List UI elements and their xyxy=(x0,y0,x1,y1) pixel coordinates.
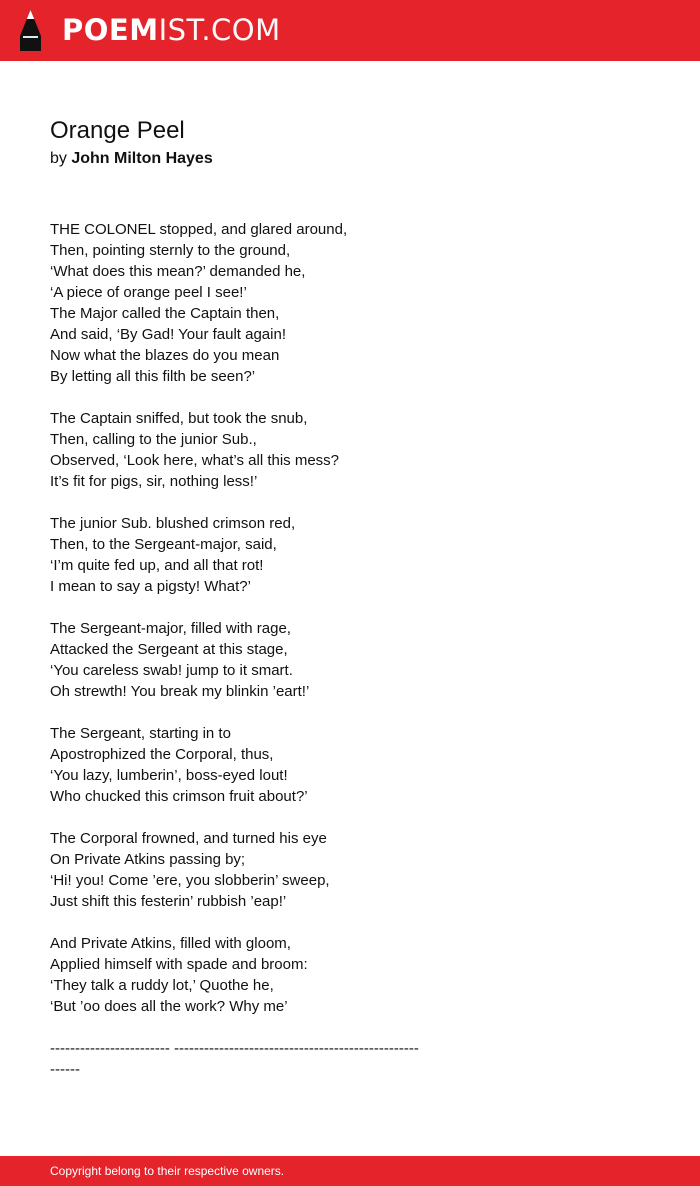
poem-line: ‘I’m quite fed up, and all that rot! xyxy=(50,557,264,574)
by-label: by xyxy=(50,150,67,167)
divider xyxy=(50,1038,650,1080)
poem-line: Who chucked this crimson fruit about?’ xyxy=(50,788,308,805)
poem-line: The Sergeant-major, filled with rage, xyxy=(50,620,291,637)
logo-light-text: IST.COM xyxy=(158,13,281,47)
poem-line: I mean to say a pigsty! What?’ xyxy=(50,578,251,595)
stanza xyxy=(50,828,650,912)
stanza xyxy=(50,408,650,492)
poem-body xyxy=(50,219,650,1101)
poem-line: Then, to the Sergeant-major, said, xyxy=(50,536,277,553)
poem-line: Just shift this festerin’ rubbish ’eap!’ xyxy=(50,893,287,910)
stanza xyxy=(50,933,650,1017)
poem-line: ‘You lazy, lumberin’, boss-eyed lout! xyxy=(50,767,288,784)
poem-line: Then, pointing sternly to the ground, xyxy=(50,242,291,259)
poem-line: And Private Atkins, filled with gloom, xyxy=(50,935,291,952)
poem-line: Oh strewth! You break my blinkin ’eart!’ xyxy=(50,683,310,700)
copyright-text: Copyright belong to their respective owners. xyxy=(50,1164,285,1178)
stanza xyxy=(50,723,650,807)
poem-line: Then, calling to the junior Sub., xyxy=(50,431,257,448)
poem-line: ‘A piece of orange peel I see!’ xyxy=(50,284,247,301)
poem-line: ‘They talk a ruddy lot,’ Quothe he, xyxy=(50,977,274,994)
stanza xyxy=(50,513,650,597)
poem-line: ‘Hi! you! Come ’ere, you slobberin’ sweep, xyxy=(50,872,330,889)
poem-title: Orange Peel xyxy=(50,117,185,144)
poem-byline xyxy=(50,149,213,169)
poem-line: Observed, ‘Look here, what’s all this mess? xyxy=(50,452,340,469)
poem-line: ‘You careless swab! jump to it smart. xyxy=(50,662,293,679)
poem-line: The Major called the Captain then, xyxy=(50,305,280,322)
site-logo[interactable] xyxy=(62,11,281,49)
poem-line: Applied himself with spade and broom: xyxy=(50,956,308,973)
poem-line: Apostrophized the Corporal, thus, xyxy=(50,746,274,763)
stanza xyxy=(50,219,650,387)
poem-line: The Corporal frowned, and turned his eye xyxy=(50,830,327,847)
poem-line: On Private Atkins passing by; xyxy=(50,851,246,868)
site-header xyxy=(0,0,700,61)
divider-line: ------------------------ ------------------------------------------------- xyxy=(50,1040,419,1057)
poem-line: It’s fit for pigs, sir, nothing less!’ xyxy=(50,473,258,490)
logo-bold-text: POEM xyxy=(62,13,159,47)
poem-line: ‘What does this mean?’ demanded he, xyxy=(50,263,306,280)
poem-line: The Captain sniffed, but took the snub, xyxy=(50,410,308,427)
site-footer xyxy=(0,1156,700,1186)
pencil-icon[interactable] xyxy=(17,9,44,52)
divider-line: ------ xyxy=(50,1061,80,1078)
poem-line: By letting all this filth be seen?’ xyxy=(50,368,256,385)
stanza xyxy=(50,618,650,702)
poem-line: The junior Sub. blushed crimson red, xyxy=(50,515,296,532)
poem-line: And said, ‘By Gad! Your fault again! xyxy=(50,326,286,343)
poem-line: ‘But ’oo does all the work? Why me’ xyxy=(50,998,288,1015)
poem-author: John Milton Hayes xyxy=(71,150,213,167)
poem-line: The Sergeant, starting in to xyxy=(50,725,231,742)
poem-line: Now what the blazes do you mean xyxy=(50,347,280,364)
poem-line: THE COLONEL stopped, and glared around, xyxy=(50,221,348,238)
poem-line: Attacked the Sergeant at this stage, xyxy=(50,641,288,658)
